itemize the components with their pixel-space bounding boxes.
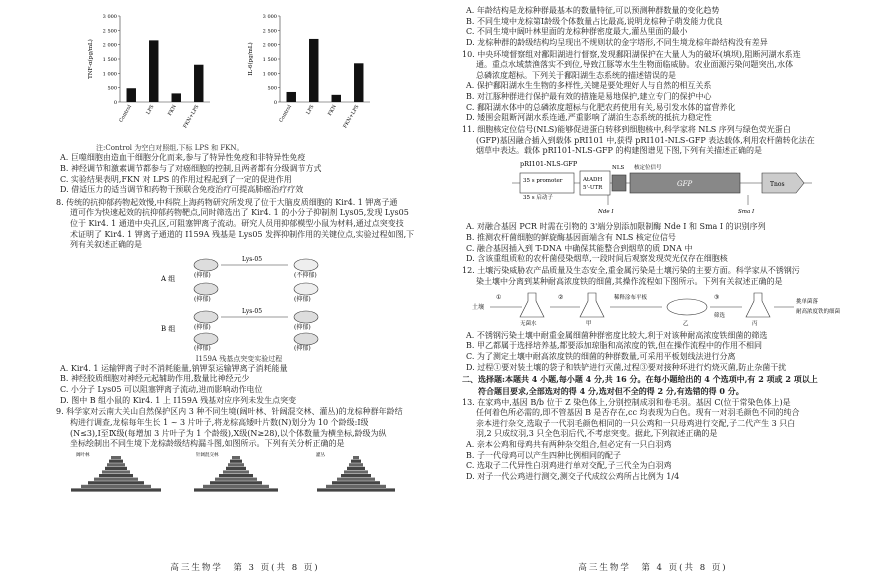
- q12-option-a: A. 不锈钢污染土壤中耐重金属细菌种群密度比较大,利于对该种耐高浓度铁细菌的筛选: [466, 330, 768, 340]
- q13-line: 13. 在家鸡中,基因 B/b 位于 Z 染色体上,分别控制成羽和卷毛羽。基因 C(位于常染色体上)是: [462, 397, 791, 407]
- result-label: 耐高浓度铁的细菌: [796, 309, 841, 316]
- group-a-label: A 组: [161, 274, 176, 283]
- q9-option-d: D. 龙棕种群的龄级结构均呈现出不规则状的金字塔形,不同生境龙棕年龄结构没有差异: [466, 37, 768, 47]
- x-tick-label: Control: [118, 104, 133, 124]
- flask-icon: [746, 293, 770, 317]
- q8-option-a: A. Kir4. 1 运输钾离子时不消耗能量,钠钾泵运输钾离子消耗能量: [60, 363, 288, 373]
- question-13: [462, 398, 860, 483]
- question-12: [462, 266, 860, 287]
- x-tick-label: FKN: [326, 104, 338, 118]
- q11-line: 烟草中表达。载体 pRI101-NLS-GFP 的构建图谱见下图,下列有关描述正确的是: [476, 146, 763, 156]
- pyramid-bar: [94, 477, 138, 480]
- y-tick-label: 500: [107, 85, 117, 92]
- pyramid-bar: [203, 485, 269, 488]
- q7-option-d: D. 借适压力的适当调节和药物干预联合免疫治疗可提高肺癌治疗疗效: [60, 185, 304, 195]
- q13-option-b: B. 子一代母鸡可以产生四种比例相同的配子: [466, 450, 621, 460]
- group-b-label: B 组: [161, 324, 176, 333]
- q13-line: 羽,2 只成纹羽,3 只全色羽后代,不考虑突变。据此,下列叙述正确的是: [476, 429, 718, 439]
- pyramid-bar: [353, 456, 359, 459]
- pyramid-bar: [349, 463, 363, 466]
- q8-option-d: D. 图中 B 组小鼠的 Kir4. 1 上 I159A 残基对应序列未发生点突变: [60, 395, 297, 405]
- q8-line: 术证明了 Kir4. 1 钾离子通道的 I159A 残基是 Lys05 发挥抑制作用的关键位点,实验过程如图,下: [70, 229, 415, 239]
- y-tick-label: 0: [273, 100, 277, 106]
- pyramid-bar: [210, 481, 262, 484]
- left-page: [0, 0, 430, 578]
- q11-option-a: A. 对融合基因 PCR 时需在引物的 3'端分别添加限制酶 Nde Ⅰ 和 Sma Ⅰ 的识别序列: [466, 222, 766, 232]
- pyramid-bar: [341, 474, 371, 477]
- y-tick-label: 2 500: [262, 28, 277, 35]
- q9-option-c: C. 不同生境中阔叶林里面的龙棕种群密度最大,灌丛里面的最小: [466, 27, 688, 37]
- pyramid-bar: [230, 459, 242, 462]
- bar: [194, 65, 203, 102]
- figure-8-caption: I159A 残基点突变实验过程: [195, 354, 283, 363]
- question-9: [56, 407, 422, 450]
- bar: [332, 95, 341, 102]
- il6-bar-chart: [246, 6, 376, 144]
- select-label: 筛选: [714, 313, 726, 320]
- question-8: [56, 198, 422, 251]
- x-tick-label: FKN: [166, 104, 178, 118]
- drug-label: Lys-05: [242, 255, 263, 263]
- question-12-options: [462, 331, 860, 374]
- pyramid-bar: [215, 477, 257, 480]
- vector-title: pRI101-NLS-GFP: [520, 159, 578, 168]
- pyramid-bar: [337, 477, 375, 480]
- q11-line: (GFP)基因融合插入到载体 pRI101 中,获得 pRI101-NLS-GFP 表达载体,利用农杆菌转化法在: [476, 135, 815, 145]
- state-label: (抑郁): [294, 295, 311, 303]
- q9-option-a: A. 年龄结构是龙棕种群最基本的数量特征,可以预测种群数量的变化趋势: [466, 6, 720, 15]
- q9-line: 构进行调查,龙棕每年生长 1 ~ 3 片叶子,将龙棕高矮叶片数(N)划分为 10 个龄级:Ⅰ级: [70, 417, 369, 427]
- q12-option-d: D. 过程①要对装土壤的袋子和铁铲进行灭菌,过程③要对接种环进行灼烧灭菌,防止杂菌干扰: [466, 362, 787, 372]
- pyramid-bar: [332, 481, 380, 484]
- q9-line: 9. 科学家对云南大关山自然保护区内 3 种不同生境(阔叶林、针阔混交林、灌丛)的龙棕种群年龄结: [56, 407, 403, 417]
- pyramid-title: 灌丛: [316, 452, 325, 458]
- q11-option-d: D. 含该重组质粒的农杆菌侵染烟草,一段时间后观察发现荧光仅存在细胞核: [466, 254, 728, 264]
- q11-option-b: B. 推测农杆菌细胞的鲜旋酶基因面端含有 NLS 核定位信号: [466, 233, 676, 242]
- jia-label: 甲: [586, 321, 592, 328]
- x-tick-label: LPS: [145, 104, 156, 116]
- promoter-label: 35 s promoter: [523, 177, 563, 184]
- q10-option-b: B. 对江豚种群进行保护最有效的措施是易地保护,建立专门的保护中心: [466, 92, 712, 101]
- pyramid-bar: [111, 456, 121, 459]
- y-tick-label: 1 000: [102, 71, 117, 78]
- state-label: (抑郁): [194, 344, 211, 351]
- pyramid-title: 针阔混交林: [196, 452, 219, 458]
- y-tick-label: 1 500: [262, 57, 277, 63]
- q7-option-b: B. 神经调节和激素调节都参与了对癌细胞的控制,且两者都有分级调节方式: [60, 163, 322, 173]
- drug-label: Lys-05: [242, 307, 263, 315]
- step-label: ②: [558, 294, 564, 302]
- mouse-icon: [194, 259, 218, 271]
- section-2-header: [462, 374, 860, 396]
- pyramid-bar: [347, 467, 365, 470]
- q10-line: 10. 中央环境督察组对鄱阳湖进行督察,发现鄱阳湖保护在大量人为的破坏(填坝),阻断河湖水系连: [462, 49, 801, 59]
- step-label: ①: [496, 294, 502, 302]
- q12-option-b: B. 甲乙都属于选择培养基,都要添加琼脂和高浓度的铁,但在操作流程中的作用不相同: [466, 341, 763, 351]
- result-label: 挑单菌落: [796, 299, 819, 306]
- vector-map-figure: [462, 157, 852, 219]
- q7-option-c: C. 实验结果表明,FKN 对 LPS 的作用过程起到了一定的促进作用: [60, 174, 292, 184]
- question-9-options: [462, 6, 860, 49]
- bar: [309, 39, 318, 102]
- q10-option-c: C. 鄱阳湖水体中的总磷浓度超标与化肥农药使用有关,易引发水体的富营养化: [466, 102, 736, 112]
- mouse-icon: [194, 333, 218, 345]
- x-tick-label: FKN+LPS: [342, 104, 361, 130]
- q9-line: (N≤3),Ⅰ至Ⅸ级(每增加 3 片叶子为 1 个龄级),Ⅹ级(N≥28),以个体数量为横坐标,龄级为纵: [70, 428, 387, 438]
- q10-line: 总磷浓度超标。下列关于鄱阳湖生态系统的描述错误的是: [476, 70, 676, 80]
- atadh-box: [580, 171, 610, 195]
- state-label: (不抑郁): [294, 271, 317, 279]
- q13-option-a: A. 亲本公鸡和母鸡共有两种杂交组合,但必定有一只白羽鸡: [466, 440, 672, 449]
- pyramid-bar: [223, 470, 249, 473]
- q13-option-c: C. 选取子二代异性白羽鸡进行单对交配,子三代全为白羽鸡: [466, 461, 672, 471]
- y-tick-label: 1 000: [262, 71, 277, 78]
- y-tick-label: 1 500: [102, 57, 117, 63]
- pyramid-bar: [226, 467, 246, 470]
- spread-label: 稀释涂布平板: [614, 295, 648, 302]
- soil-label: 土壤: [472, 304, 485, 312]
- q8-line: 位于 Kir4. 1 通道中央孔区,可阻塞钾离子流动。研究人员用抑郁模型小鼠为材料,通过点突变技: [70, 219, 404, 229]
- bacteria-isolation-figure: [462, 287, 852, 327]
- q9-line: 坐标绘制出不同生境下龙棕龄级结构漏斗图,如图所示。下列有关分析正确的是: [70, 439, 345, 449]
- y-tick-label: 2 000: [102, 42, 117, 49]
- pyramid-bar: [326, 485, 386, 488]
- state-label: (抑郁): [294, 323, 311, 331]
- bar: [149, 40, 158, 102]
- pyramid-bar: [105, 467, 127, 470]
- nls-desc-label: 核定位信号: [634, 164, 662, 171]
- page-footer-4: 高三生物学 第 4 页(共 8 页): [578, 562, 728, 573]
- q8-line: 道可作为快速起效的抗抑郁药物靶点,同时筛选出了 Kir4. 1 的小分子抑制剂 Lys05,发现 Lys05: [70, 208, 409, 218]
- question-11: [462, 125, 860, 157]
- mutation-experiment-figure: [56, 251, 416, 351]
- question-7-options: [56, 153, 422, 196]
- question-8-options: [56, 364, 422, 407]
- nde-site-label: Nde Ⅰ: [598, 208, 614, 215]
- utr-label: 5'-UTR: [583, 184, 603, 191]
- y-axis-label: TNF-α(pg/mL): [88, 39, 94, 79]
- pyramid-bar: [102, 470, 130, 473]
- x-tick-label: FKN+LPS: [182, 104, 201, 130]
- q8-option-c: C. 小分子 Lys05 可以阻塞钾离子流动,进而影响动作电位: [60, 385, 263, 395]
- q7-option-a: A. 巨噬细胞由造血干细胞分化而来,参与了特异性免疫和非特异性免疫: [60, 153, 306, 163]
- y-tick-label: 2 000: [262, 42, 277, 49]
- nls-box: [612, 175, 626, 191]
- q10-line: 通。重点水域禁渔落实不到位,导致江豚等水生生物面临威胁。农业面源污染问题突出,水体: [476, 60, 794, 70]
- pyramid-bar: [194, 488, 278, 491]
- q13-line: 任何着色所必需的,即不管基因 B 是否存在,cc 均表现为白色。现有一对羽毛颜色不同的纯合: [476, 408, 800, 418]
- right-page: [438, 0, 868, 578]
- q10-option-a: A. 保护鄱阳湖水生生物的多样性,关键是要处理好人与自然的相互关系: [466, 81, 712, 91]
- bar: [354, 63, 363, 102]
- y-tick-label: 3 000: [262, 14, 277, 20]
- pyramid-bar: [109, 459, 123, 462]
- q12-option-c: C. 为了测定土壤中耐高浓度铁的细菌的种群数量,可采用平板划线法进行分离: [466, 352, 736, 361]
- x-tick-label: Control: [278, 104, 293, 124]
- section-line: 符合题目要求,全部选对的得 4 分,选对但不全的得 2 分,有选错的得 0 分。: [462, 385, 744, 396]
- y-tick-label: 0: [113, 100, 117, 106]
- pyramid-bar: [344, 470, 368, 473]
- q13-option-d: D. 对子一代公鸡进行测交,测交子代成纹公鸡所占比例为 1/4: [466, 471, 680, 481]
- q8-line: 列有关叙述正确的是: [70, 240, 142, 250]
- mouse-icon: [194, 311, 218, 323]
- bar: [287, 92, 296, 102]
- pyramid-bar: [88, 481, 144, 484]
- question-10: [462, 50, 860, 124]
- pyramid-bar: [71, 488, 161, 491]
- state-label: (抑郁): [194, 323, 211, 331]
- flask-icon: [520, 293, 544, 317]
- sma-site-label: Sma Ⅰ: [738, 208, 755, 215]
- bar: [127, 88, 136, 102]
- mouse-icon: [294, 311, 318, 323]
- y-tick-label: 2 500: [102, 28, 117, 35]
- x-tick-label: LPS: [305, 104, 316, 116]
- q8-line: 8. 传统的抗抑郁药物起效慢,中科院上海药物研究所发现了位于大脑皮质细胞的 Kir4. 1 钾离子通: [56, 197, 398, 207]
- q12-line: 染土壤中分离到某种耐高浓度铁的细菌,其操作流程如下图所示。下列有关叙述正确的是: [476, 276, 783, 286]
- y-axis-label: IL-6(pg/mL): [248, 42, 254, 76]
- pyramid-bar: [81, 485, 151, 488]
- state-label: (抑郁): [194, 295, 211, 303]
- bar: [172, 93, 181, 102]
- nls-label: NLS: [612, 164, 625, 171]
- medium-label: 无菌水: [520, 321, 537, 328]
- q9-option-b: B. 不同生境中龙棕第Ⅰ龄级个体数量占比最高,说明龙棕种子萌发能力优良: [466, 16, 723, 26]
- tnf-alpha-bar-chart: [86, 6, 216, 144]
- q8-option-b: B. 神经胶质细胞对神经元起辅助作用,数量比神经元少: [60, 374, 250, 384]
- state-label: (抑郁): [294, 344, 311, 351]
- enhancer-label: 35 s 启动子: [523, 194, 553, 201]
- pyramid-bar: [232, 456, 240, 459]
- question-11-options: [462, 222, 860, 265]
- chart-note: 注:Control 为空白对照组,下标 LPS 和 FKN。: [96, 144, 244, 152]
- cytokine-charts: [86, 6, 422, 144]
- atadh-label: AtADH: [583, 176, 603, 183]
- pyramid-bar: [317, 488, 395, 491]
- bing-label: 丙: [752, 321, 758, 328]
- age-structure-pyramids: [56, 450, 416, 494]
- pyramid-bar: [107, 463, 125, 466]
- petri-dish-icon: [667, 299, 707, 315]
- y-tick-label: 500: [267, 85, 277, 92]
- mouse-icon: [294, 333, 318, 345]
- state-label: (抑郁): [194, 271, 211, 279]
- page-footer-3: 高三生物学 第 3 页(共 8 页): [170, 562, 320, 573]
- q12-line: 12. 土壤污染威胁农产品质量及生态安全,重金属污染是土壤污染的主要方面。科学家从不锈钢污: [462, 265, 800, 275]
- pyramid-title: 阔叶林: [76, 452, 90, 458]
- section-line: 二、选择题:本题共 4 小题,每小题 4 分,共 16 分。在每小题给出的 4 个选项中,有 2 项或 2 项以上: [462, 374, 818, 385]
- pyramid-bar: [219, 474, 253, 477]
- gfp-label: GFP: [677, 179, 693, 188]
- step-label: ③: [714, 294, 720, 302]
- yi-label: 乙: [683, 321, 689, 328]
- mouse-icon: [194, 283, 218, 295]
- pyramid-bar: [99, 474, 133, 477]
- pyramid-bar: [351, 459, 361, 462]
- mouse-icon: [294, 283, 318, 295]
- q10-option-d: D. 矮围会阻断河湖水系连通,严重影响了湖泊生态系统的抵抗力稳定性: [466, 113, 712, 123]
- y-tick-label: 3 000: [102, 14, 117, 20]
- q11-option-c: C. 融合基因插入到 T-DNA 中确保其能整合到烟草的质 DNA 中: [466, 243, 693, 253]
- q11-line: 11. 细胞核定位信号(NLS)能够促进蛋白转移到细胞核中,科学家将 NLS 序列与绿色荧光蛋白: [462, 124, 791, 134]
- q13-line: 亲本进行杂交,选取子一代羽毛颜色相同的一只公鸡和一只母鸡进行交配,子二代产生 3 只白: [476, 418, 796, 428]
- flask-icon: [580, 293, 604, 317]
- pyramid-bar: [228, 463, 244, 466]
- tnos-label: Tnos: [770, 180, 785, 188]
- mouse-icon: [294, 259, 318, 271]
